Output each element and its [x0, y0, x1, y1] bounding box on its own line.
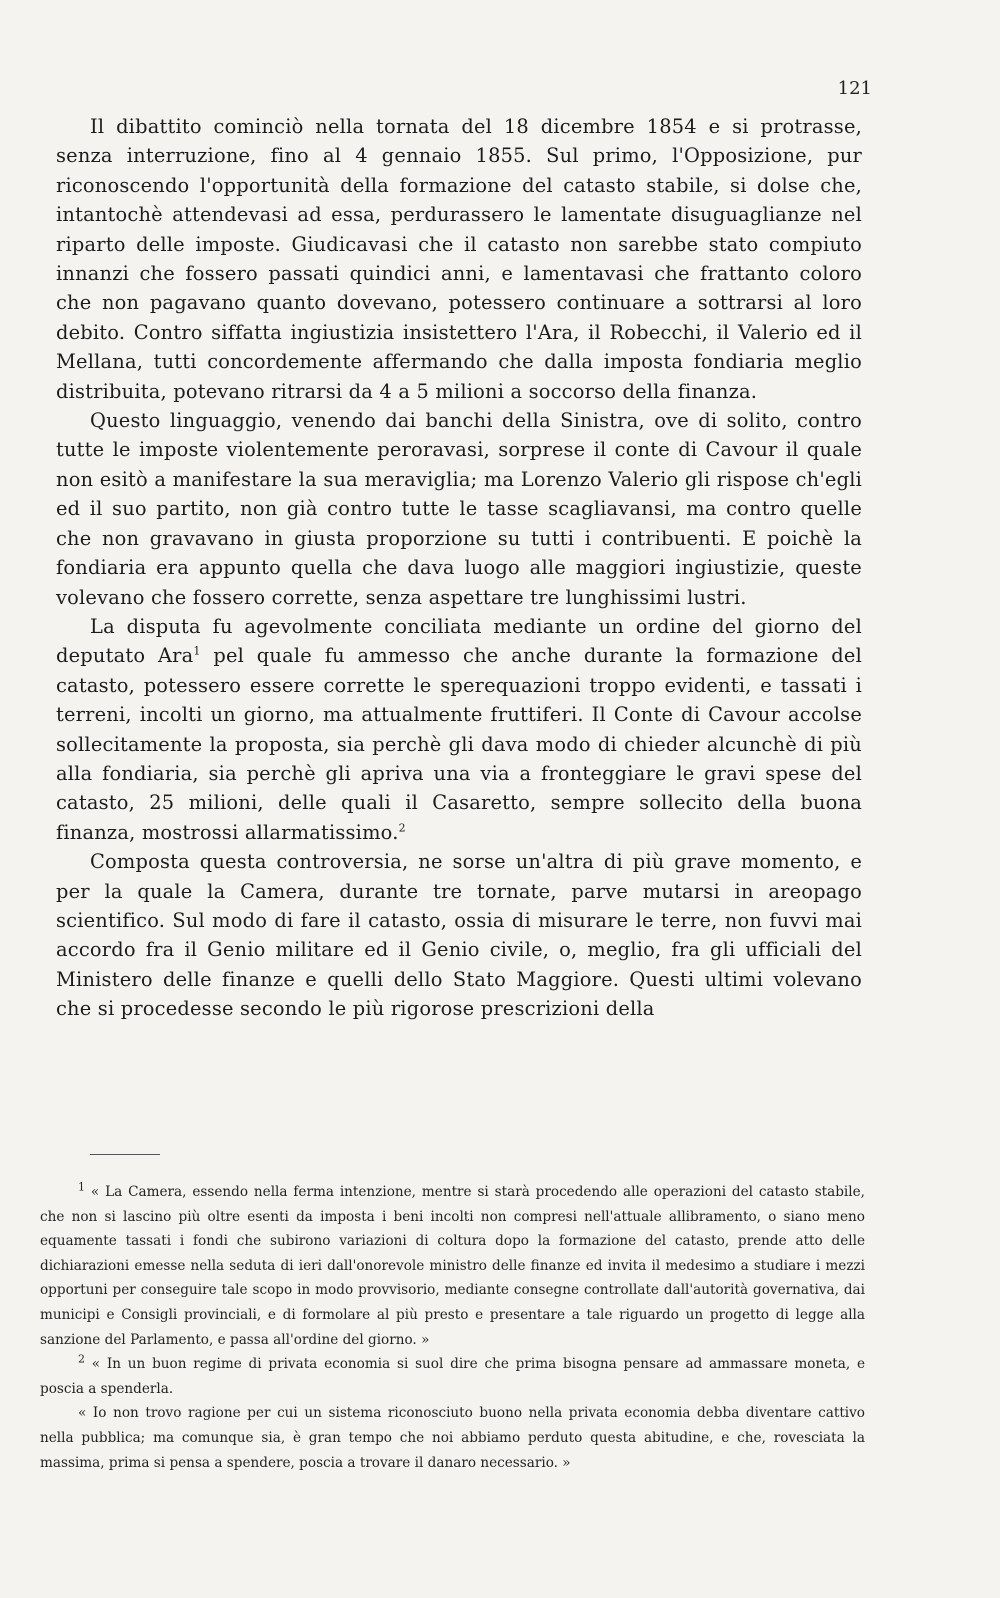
footnote-2-continuation-text: « Io non trovo ragione per cui un sistema riconosciuto buono nella privata economia debba diventare cattivo nella pubblica; ma comunque sia, è gran tempo che noi abbiamo perduto questa abitudine, e che, rovesciata la massima, prima si pensa a spendere, poscia a trovare il danaro necessario. » [40, 1405, 865, 1471]
footnotes [40, 1180, 865, 1475]
footnote-2-continuation [40, 1401, 865, 1475]
footnote-1-mark: 1 [78, 1180, 85, 1194]
footnote-2 [40, 1352, 865, 1401]
footnote-2-mark: 2 [78, 1352, 85, 1366]
footnote-ref-1: 1 [193, 644, 201, 658]
page-number: 121 [837, 78, 872, 99]
footnote-divider [90, 1154, 160, 1155]
paragraph-3-text-a: La disputa fu agevolmente conciliata mediante un ordine del giorno del deputato Ara [56, 614, 862, 668]
main-text [56, 112, 862, 1024]
paragraph-3 [56, 612, 862, 847]
footnote-1 [40, 1180, 865, 1352]
paragraph-3-text-b: pel quale fu ammesso che anche durante la formazione del catasto, potessero essere corrette le sperequazioni troppo evidenti, e tassati i terreni, incolti un giorno, ma attualmente fruttiferi. Il Conte di Cavour accolse sollecitamente la proposta, sia perchè gli dava modo di chieder alcunchè di più alla fondiaria, sia perchè gli apriva una via a fronteggiare le gravi spese del catasto, 25 milioni, delle quali il Casaretto, sempre sollecito della buona finanza, mostrossi allarmatissimo. [56, 644, 862, 844]
paragraph-1: Il dibattito cominciò nella tornata del 18 dicembre 1854 e si protrasse, senza interruzione, fino al 4 gennaio 1855. Sul primo, l'Opposizione, pur riconoscendo l'opportunità della formazione del catasto stabile, si dolse che, intantochè attendevasi ad essa, perdurassero le lamentate disuguaglianze nel riparto delle imposte. Giudicavasi che il catasto non sarebbe stato compiuto innanzi che fossero passati quindici anni, e lamentavasi che frattanto coloro che non pagavano quanto dovevano, potessero continuare a sottrarsi al loro debito. Contro siffatta ingiustizia insistettero l'Ara, il Robecchi, il Valerio ed il Mellana, tutti concordemente affermando che dalla imposta fondiaria meglio distribuita, potevano ritrarsi da 4 a 5 milioni a soccorso della finanza. [56, 115, 862, 403]
footnote-ref-2: 2 [398, 821, 406, 835]
footnote-1-text: « La Camera, essendo nella ferma intenzione, mentre si starà procedendo alle operazioni del catasto stabile, che non si lascino più oltre esenti da imposta i beni incolti non compresi nell'attuale allibramento, o siano meno equamente tassati i fondi che subirono variazioni di coltura dopo la formazione del catasto, prende atto delle dichiarazioni emesse nella seduta di ieri dall'onorevole ministro delle finanze ed invita il medesimo a studiare i mezzi opportuni per conseguire tale scopo in modo provvisorio, mediante consegne controllate dall'autorità governativa, dai municipi e Consigli provinciali, e di formolare al più presto e presentare a tale riguardo un progetto di legge alla sanzione del Parlamento, e passa all'ordine del giorno. » [40, 1184, 865, 1348]
footnote-2-text: « In un buon regime di privata economia si suol dire che prima bisogna pensare ad ammassare moneta, e poscia a spenderla. [40, 1356, 865, 1397]
paragraph-4: Composta questa controversia, ne sorse un'altra di più grave momento, e per la quale la Camera, durante tre tornate, parve mutarsi in areopago scientifico. Sul modo di fare il catasto, ossia di misurare le terre, non fuvvi mai accordo fra il Genio militare ed il Genio civile, o, meglio, fra gli ufficiali del Ministero delle finanze e quelli dello Stato Maggiore. Questi ultimi volevano che si procedesse secondo le più rigorose prescrizioni della [56, 850, 862, 1021]
paragraph-2: Questo linguaggio, venendo dai banchi della Sinistra, ove di solito, contro tutte le imposte violentemente peroravasi, sorprese il conte di Cavour il quale non esitò a manifestare la sua meraviglia; ma Lorenzo Valerio gli rispose ch'egli ed il suo partito, non già contro tutte le tasse scagliavansi, ma contro quelle che non gravavano in giusta proporzione su tutti i contribuenti. E poichè la fondiaria era appunto quella che dava luogo alle maggiori ingiustizie, queste volevano che fossero corrette, senza aspettare tre lunghissimi lustri. [56, 409, 862, 609]
